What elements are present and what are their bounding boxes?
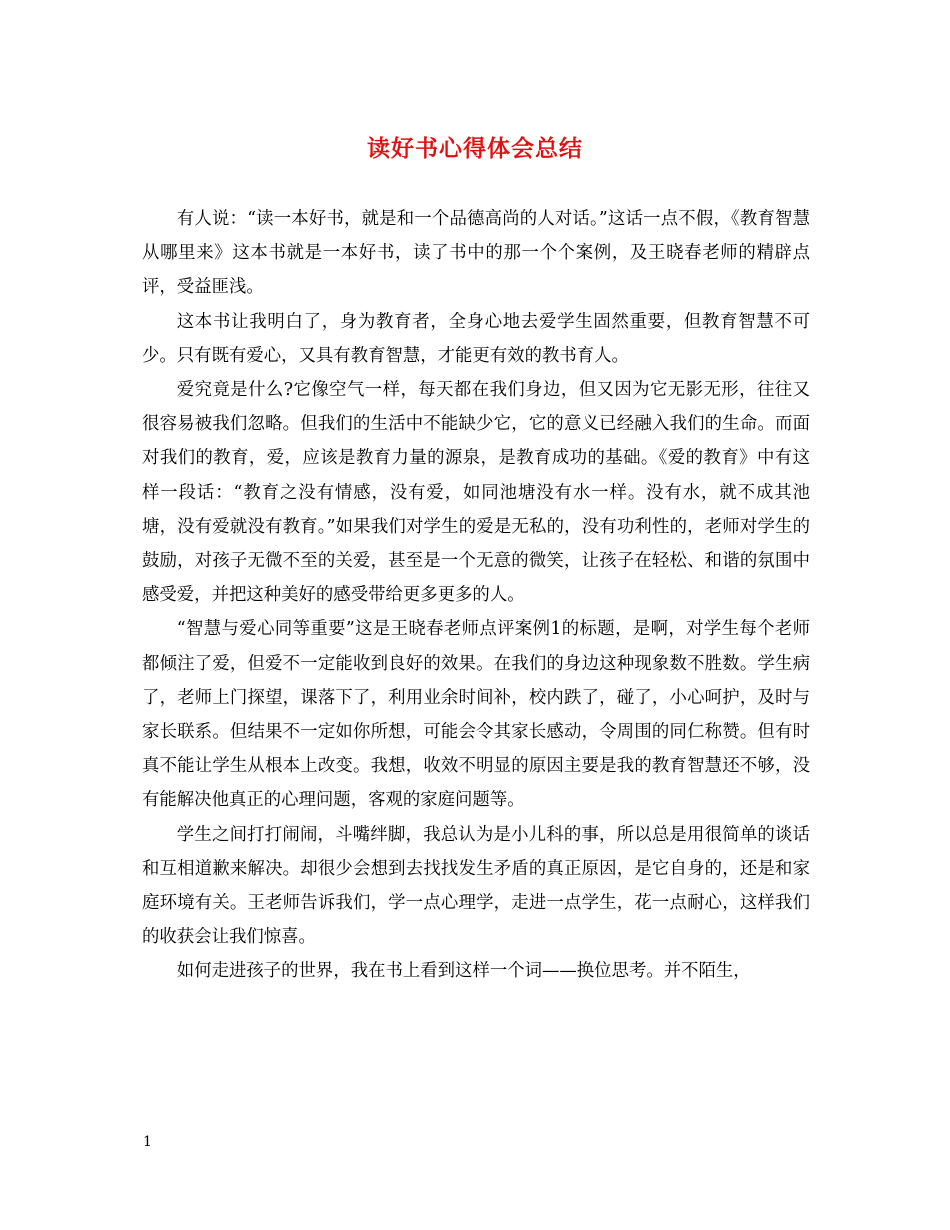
paragraph-4: “智慧与爱心同等重要”这是王晓春老师点评案例1的标题，是啊，对学生每个老师都倾注了爱，但爱不一定能收到良好的效果。在我们的身边这种现象数不胜数。学生病了，老师上门探望，课落下了，利用业余时间补，校内跌了，碰了，小心呵护，及时与家长联系。但结果不一定如你所想，可能会令其家长感动，令周围的同仁称赞。但有时真不能让学生从根本上改变。我想，收效不明显的原因主要是我的教育智慧还不够，没有能解决他真正的心理问题，客观的家庭问题等。	[142, 619, 810, 811]
document-body	[142, 202, 810, 989]
page-title: 读好书心得体会总结	[367, 135, 583, 162]
page-number: 1	[143, 1134, 152, 1150]
paragraph-1: 有人说：“读一本好书，就是和一个品德高尚的人对话。”这话一点不假，《教育智慧从哪里来》这本书就是一本好书，读了书中的那一个个案例，及王晓春老师的精辟点评，受益匪浅。	[142, 209, 810, 298]
paragraph-2: 这本书让我明白了，身为教育者，全身心地去爱学生固然重要，但教育智慧不可少。只有既有爱心，又具有教育智慧，才能更有效的教书育人。	[142, 311, 810, 366]
paragraph-6: 如何走进孩子的世界，我在书上看到这样一个词——换位思考。并不陌生，	[176, 961, 751, 982]
paragraph-3: 爱究竟是什么?它像空气一样，每天都在我们身边，但又因为它无影无形，往往又很容易被我们忽略。但我们的生活中不能缺少它，它的意义已经融入我们的生命。而面对我们的教育，爱，应该是教育力量的源泉，是教育成功的基础。《爱的教育》中有这样一段话：“教育之没有情感，没有爱，如同池塘没有水一样。没有水，就不成其池塘，没有爱就没有教育。”如果我们对学生的爱是无私的，没有功利性的，老师对学生的鼓励，对孩子无微不至的关爱，甚至是一个无意的微笑，让孩子在轻松、和谐的氛围中感受爱，并把这种美好的感受带给更多更多的人。	[142, 380, 810, 606]
paragraph-5: 学生之间打打闹闹，斗嘴绊脚，我总认为是小儿科的事，所以总是用很简单的谈话和互相道歉来解决。却很少会想到去找找发生矛盾的真正原因，是它自身的，还是和家庭环境有关。王老师告诉我们，学一点心理学，走进一点学生，花一点耐心，这样我们的收获会让我们惊喜。	[142, 824, 810, 948]
